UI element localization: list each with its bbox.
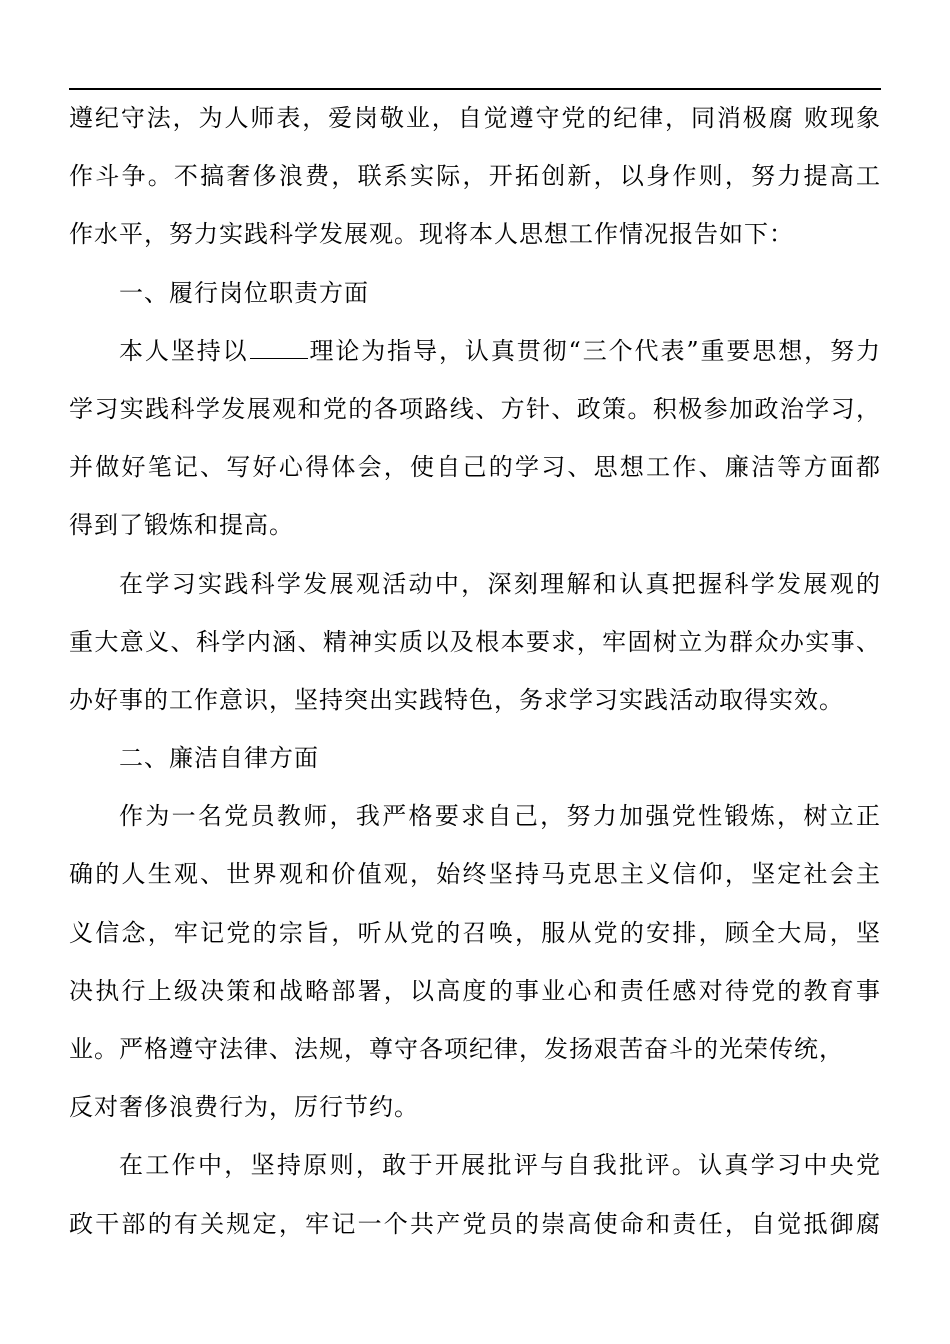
text-fragment: 本人坚持以	[119, 336, 249, 365]
text-line: 在学习实践科学发展观活动中，深刻理解和认真把握科学发展观的	[119, 569, 881, 598]
text-line: 并做好笔记、写好心得体会，使自己的学习、思想工作、廉洁等方面都	[69, 453, 881, 482]
section-heading: 二、廉洁自律方面	[119, 744, 319, 773]
text-line: 作为一名党员教师，我严格要求自己，努力加强党性锻炼，树立正	[119, 802, 881, 831]
text-line: 业。严格遵守法律、法规，尊守各项纪律，发扬艰苦奋斗的光荣传统，	[69, 1035, 844, 1063]
section-heading: 一、履行岗位职责方面	[119, 278, 369, 307]
text-line: 重大意义、科学内涵、精神实质以及根本要求，牢固树立为群众办实事、	[69, 627, 881, 656]
text-line: 确的人生观、世界观和价值观，始终坚持马克思主义信仰，坚定社会主	[69, 860, 881, 889]
text-line: 得到了锻炼和提高。	[69, 511, 294, 540]
text-line: 学习实践科学发展观和党的各项路线、方针、政策。积极参加政治学习，	[69, 394, 881, 423]
text-line	[69, 322, 881, 380]
text-line: 遵纪守法，为人师表，爱岗敬业，自觉遵守党的纪律，同消极腐 败现象	[69, 104, 881, 132]
text-line: 决执行上级决策和战略部署，以高度的事业心和责任感对待党的教育事	[69, 976, 881, 1005]
document-body	[69, 89, 881, 1253]
text-line: 作水平，努力实践科学发展观。现将本人思想工作情况报告如下：	[69, 220, 794, 249]
fill-in-blank	[250, 336, 308, 359]
text-line: 义信念，牢记党的宗旨，听从党的召唤，服从党的安排，顾全大局，坚	[69, 918, 881, 947]
text-fragment: 理论为指导，认真贯彻“三个代表”重要思想，努力	[308, 336, 881, 365]
text-line: 在工作中，坚持原则，敢于开展批评与自我批评。认真学习中央党	[119, 1151, 881, 1180]
text-line: 作斗争。不搞奢侈浪费，联系实际，开拓创新，以身作则，努力提高工	[69, 162, 881, 191]
text-line: 政干部的有关规定，牢记一个共产党员的崇高使命和责任，自觉抵御腐	[69, 1209, 881, 1238]
text-line: 反对奢侈浪费行为，厉行节约。	[69, 1093, 419, 1122]
text-line: 办好事的工作意识，坚持突出实践特色，务求学习实践活动取得实效。	[69, 685, 844, 714]
